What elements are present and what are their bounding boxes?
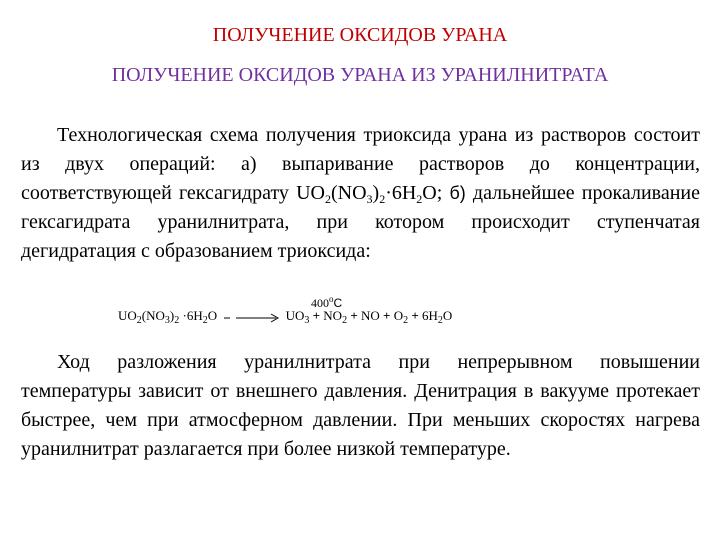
arrow-icon	[220, 312, 282, 324]
paragraph-text-part-b: дальнейшее прокаливание гексагидрата уранилнитрата, при котором происходит ступенчатая дегидратация с образованием триоксида:	[21, 182, 700, 262]
product-no2: $NO_2$	[323, 308, 348, 326]
page-title: ПОЛУЧЕНИЕ ОКСИДОВ УРАНА	[212, 24, 508, 46]
reaction-arrow	[220, 310, 282, 324]
paragraph-text-part-a: Технологическая схема получения триоксида урана из растворов состоит из двух операций: а) выпаривание растворов до концентрации, соответствующей гексагидрату	[21, 124, 700, 204]
paragraph-text: Ход разложения уранилнитрата при непрерывном повышении температуры зависит от внешнего давления. Денитрация в вакууме протекает быстрее, чем при атмосферном давлении. При меньших скоростях нагрева уранилнитрат разлагается при более низкой температуре.	[21, 351, 700, 460]
product-uo3: $UO_3$	[285, 308, 310, 326]
step-b-label: б)	[449, 183, 466, 203]
reaction-condition: 400$^o$C	[311, 294, 343, 310]
formula-hexahydrate: $UO_2(NO_3)_2\cdot 6H_2O$;	[296, 182, 443, 206]
product-o2: $O_2$	[393, 308, 409, 326]
paragraph-decomposition	[21, 348, 700, 464]
product-no: NO	[361, 308, 380, 323]
plus-sign: +	[411, 308, 419, 323]
plus-sign: +	[312, 308, 321, 323]
plus-sign: +	[383, 308, 391, 323]
reactant-uranyl-nitrate: $UO_2(NO_3)_2 \cdot 6H_2O$	[118, 308, 218, 326]
product-water: $6H_2O$	[422, 308, 453, 326]
reaction-equation	[118, 294, 678, 338]
paragraph-process-scheme	[21, 121, 700, 266]
plus-sign: +	[350, 308, 358, 323]
equation-line	[118, 308, 452, 324]
page-subtitle: ПОЛУЧЕНИЕ ОКСИДОВ УРАНА ИЗ УРАНИЛНИТРАТА	[111, 64, 609, 86]
